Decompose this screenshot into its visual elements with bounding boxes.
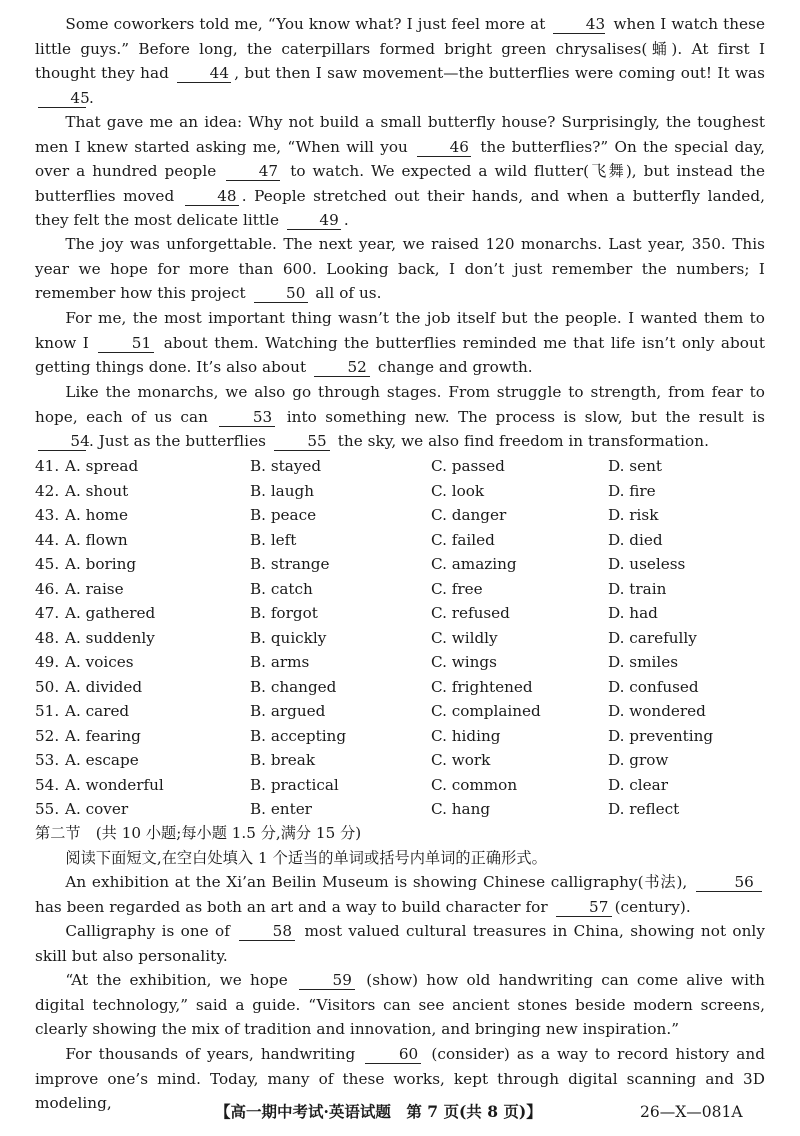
paragraph-s2-1	[35, 870, 765, 919]
option-b: B. arms	[250, 653, 310, 671]
option-row	[35, 675, 765, 700]
option-c: C. common	[431, 775, 518, 794]
option-d: D. clear	[608, 775, 668, 794]
option-d: D. reflect	[608, 800, 680, 818]
section-2-heading: 第二节 (共 10 小题;每小题 1.5 分,满分 15 分)	[35, 824, 362, 842]
option-row	[35, 699, 765, 724]
option-row	[35, 479, 765, 504]
question-number: 55.	[35, 800, 60, 818]
text: Some coworkers told me, “You know what? I just feel more at	[65, 15, 546, 33]
option-a: A. spread	[65, 457, 139, 475]
option-a: A. divided	[65, 677, 143, 696]
option-row	[35, 528, 765, 553]
option-row	[35, 601, 765, 626]
option-b: B. practical	[250, 775, 339, 794]
blank-46: 46	[417, 138, 471, 157]
question-number: 42.	[35, 481, 60, 500]
blank-50: 50	[254, 284, 308, 303]
text: the sky, we also find freedom in transformation.	[337, 432, 709, 450]
blank-48: 48	[185, 187, 239, 206]
text: That gave me an idea: Why not build a small butterfly house? Surprisingly, the toughest men I knew started asking me, “When will you	[35, 113, 765, 156]
option-c: C. complained	[431, 702, 541, 720]
option-c: C. look	[431, 481, 485, 500]
text: . People stretched out their hands, and when a butterfly landed, they felt the most delicate little	[35, 186, 765, 229]
option-c: C. failed	[431, 530, 495, 549]
footer-code: 26—X—081A	[640, 1103, 743, 1121]
option-d: D. useless	[608, 555, 686, 573]
blank-47: 47	[226, 162, 280, 181]
blank-58: 58	[239, 922, 295, 941]
option-row	[35, 552, 765, 577]
option-c: C. refused	[431, 604, 510, 622]
text: , but then I saw movement—the butterflies were coming out! It was	[234, 64, 765, 82]
text: Like the monarchs, we also go through stages. From struggle to strength, from fear to hope, each of us can	[35, 383, 765, 426]
text: (show) how old handwriting can come alive with digital technology,” said a guide. “Visitors can see ancient stones beside modern screens, clearly showing the mix of tradition and innovation, and bringing new inspiration.”	[35, 971, 765, 1038]
section-2-instruction: 阅读下面短文,在空白处填入 1 个适当的单词或括号内单词的正确形式。	[65, 849, 547, 867]
question-number: 43.	[35, 506, 60, 524]
option-a: A. home	[65, 506, 128, 524]
paragraph-s2-3	[35, 968, 765, 1042]
option-b: B. break	[250, 751, 316, 769]
blank-52: 52	[314, 358, 370, 377]
option-row	[35, 773, 765, 798]
option-a: A. cared	[65, 702, 130, 720]
blank-57: 57	[556, 898, 612, 917]
option-b: B. left	[250, 530, 297, 549]
paragraph-1	[35, 12, 765, 110]
option-a: A. wonderful	[65, 775, 164, 794]
option-c: C. hiding	[431, 726, 501, 745]
option-c: C. frightened	[431, 677, 533, 696]
blank-54: 54	[38, 432, 86, 451]
option-c: C. passed	[431, 457, 505, 475]
option-a: A. cover	[65, 800, 129, 818]
question-number: 49.	[35, 653, 60, 671]
option-a: A. raise	[65, 579, 124, 598]
option-b: B. argued	[250, 702, 326, 720]
text: change and growth.	[377, 358, 533, 376]
text: For thousands of years, handwriting	[65, 1045, 356, 1063]
option-d: D. grow	[608, 751, 669, 769]
question-number: 48.	[35, 628, 60, 647]
option-a: A. fearing	[65, 726, 141, 745]
option-row	[35, 503, 765, 528]
option-d: D. train	[608, 579, 667, 598]
blank-60: 60	[365, 1045, 421, 1064]
text: (century).	[614, 897, 691, 916]
question-number: 52.	[35, 726, 60, 745]
option-d: D. sent	[608, 457, 662, 475]
blank-56: 56	[696, 873, 762, 892]
option-a: A. voices	[65, 653, 134, 671]
option-c: C. danger	[431, 506, 507, 524]
option-row	[35, 650, 765, 675]
option-a: A. escape	[65, 751, 139, 769]
option-d: D. carefully	[608, 628, 697, 647]
question-number: 45.	[35, 555, 60, 573]
option-b: B. quickly	[250, 628, 327, 647]
blank-44: 44	[177, 64, 231, 83]
question-number: 41.	[35, 457, 60, 475]
option-d: D. confused	[608, 677, 699, 696]
option-row	[35, 454, 765, 479]
option-b: B. catch	[250, 579, 313, 598]
option-row	[35, 748, 765, 773]
text: “At the exhibition, we hope	[65, 971, 288, 989]
option-a: A. flown	[65, 530, 128, 549]
question-number: 53.	[35, 751, 60, 769]
option-d: D. fire	[608, 481, 656, 500]
text: (consider) as a way to record history and improve one’s mind. Today, many of these works, kept through digital scanning and 3D modeling,	[35, 1045, 765, 1112]
option-d: D. wondered	[608, 702, 706, 720]
blank-59: 59	[299, 971, 355, 990]
text: when I watch these little guys.” Before long, the caterpillars formed bright green chrysalises(蛹). At first I thought they had	[35, 15, 765, 82]
blank-45: 45	[38, 89, 86, 108]
paragraph-3	[35, 232, 765, 306]
option-b: B. enter	[250, 800, 312, 818]
text: all of us.	[315, 284, 382, 302]
text: the butterflies?” On the special day, over a hundred people	[35, 137, 765, 180]
option-c: C. work	[431, 751, 491, 769]
option-a: A. shout	[65, 481, 129, 500]
option-row	[35, 797, 765, 822]
text: has been regarded as both an art and a way to build character for	[35, 897, 548, 916]
question-number: 47.	[35, 604, 60, 622]
option-c: C. hang	[431, 800, 491, 818]
question-number: 54.	[35, 775, 60, 794]
option-row	[35, 724, 765, 749]
option-a: A. suddenly	[65, 628, 155, 647]
option-a: A. boring	[65, 555, 137, 573]
option-d: D. smiles	[608, 653, 678, 671]
option-row	[35, 577, 765, 602]
text: to watch. We expected a wild flutter(飞舞), but instead the butterflies moved	[35, 162, 765, 205]
option-d: D. risk	[608, 506, 659, 524]
option-b: B. peace	[250, 506, 317, 524]
option-c: C. free	[431, 579, 483, 598]
paragraph-5	[35, 380, 765, 454]
blank-51: 51	[98, 334, 154, 353]
option-b: B. laugh	[250, 481, 315, 500]
option-d: D. had	[608, 604, 658, 622]
text: The joy was unforgettable. The next year, we raised 120 monarchs. Last year, 350. This year we hope for more than 600. Looking back, I don’t just remember the numbers; I remember how this project	[35, 235, 765, 302]
question-number: 44.	[35, 530, 60, 549]
question-number: 50.	[35, 677, 60, 696]
question-number: 51.	[35, 702, 60, 720]
blank-49: 49	[287, 211, 341, 230]
option-a: A. gathered	[65, 604, 156, 622]
blank-43: 43	[553, 15, 605, 34]
question-number: 46.	[35, 579, 60, 598]
footer-title: 【高一期中考试·英语试题 第 7 页(共 8 页)】	[215, 1102, 542, 1121]
option-d: D. died	[608, 530, 663, 549]
option-b: B. changed	[250, 677, 337, 696]
option-c: C. wildly	[431, 628, 498, 647]
option-b: B. accepting	[250, 726, 347, 745]
blank-53: 53	[219, 408, 275, 427]
option-row	[35, 626, 765, 651]
text: .	[89, 88, 94, 107]
blank-55: 55	[274, 432, 330, 451]
paragraph-s2-2	[35, 919, 765, 968]
text: Calligraphy is one of	[65, 922, 230, 940]
text: An exhibition at the Xi’an Beilin Museum is showing Chinese calligraphy(书法),	[65, 873, 688, 891]
option-b: B. strange	[250, 555, 330, 573]
text: most valued cultural treasures in China, showing not only skill but also personality.	[35, 922, 765, 965]
option-c: C. wings	[431, 653, 497, 671]
text: into something new. The process is slow, but the result is	[286, 407, 765, 426]
text: about them. Watching the butterflies reminded me that life isn’t only about getting things done. It’s also about	[35, 333, 765, 376]
option-c: C. amazing	[431, 555, 517, 573]
option-b: B. stayed	[250, 457, 322, 475]
text: .	[343, 211, 349, 229]
paragraph-4	[35, 306, 765, 380]
text: . Just as the butterflies	[89, 432, 266, 450]
option-d: D. preventing	[608, 726, 714, 745]
text: For me, the most important thing wasn’t the job itself but the people. I wanted them to know I	[35, 309, 765, 352]
paragraph-2	[35, 110, 765, 233]
option-b: B. forgot	[250, 604, 318, 622]
